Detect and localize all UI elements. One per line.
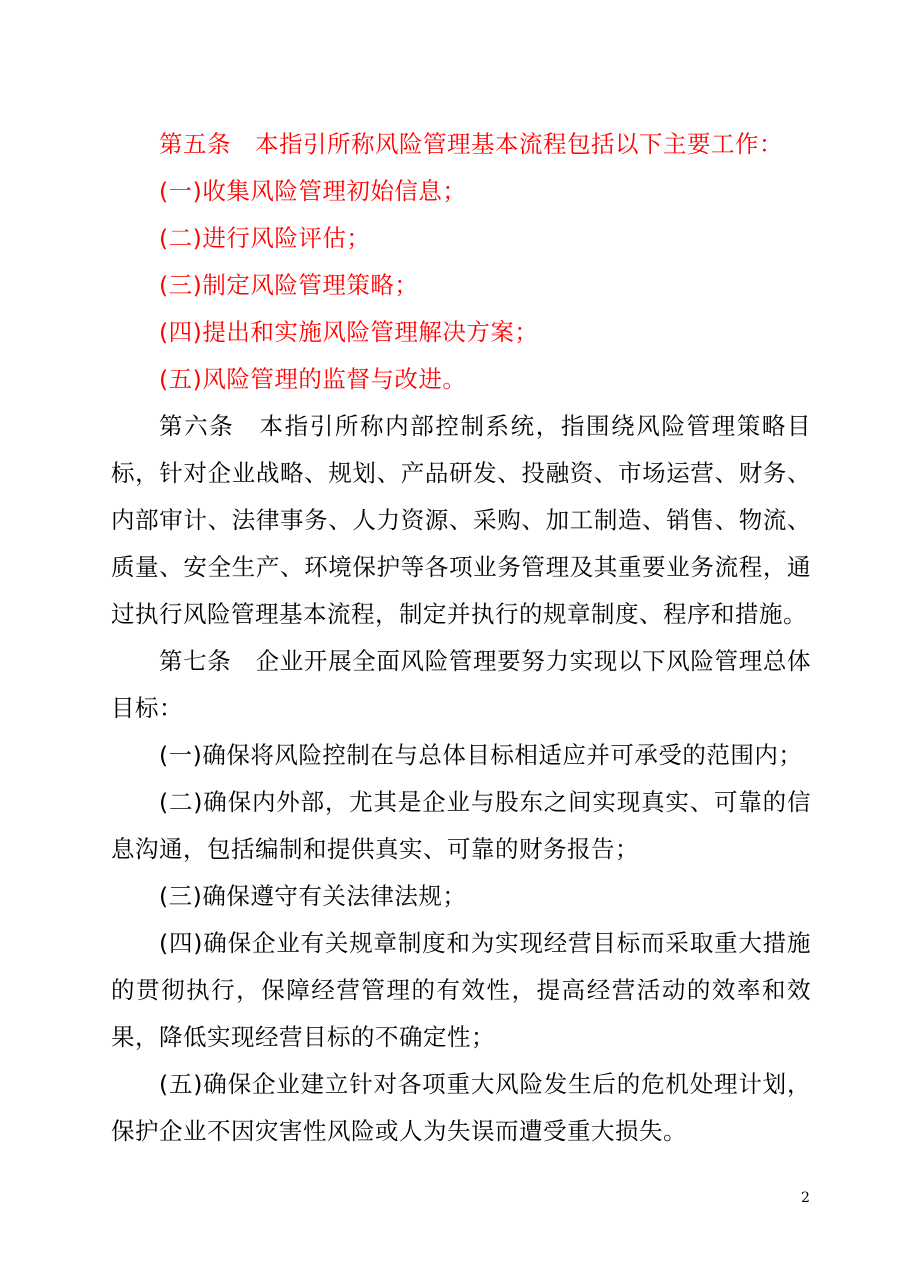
article-7-item-5: (五)确保企业建立针对各项重大风险发生后的危机处理计划，保护企业不因灾害性风险或人为失误而遭受重大损失。 — [111, 1070, 811, 1145]
article-5-item-3: (三)制定风险管理策略； — [159, 271, 419, 299]
page-number: 2 — [801, 1190, 810, 1206]
article-7-item-4: (四)确保企业有关规章制度和为实现经营目标而采取重大措施的贯彻执行，保障经营管理的有效性，提高经营活动的效率和效果，降低实现经营目标的不确定性； — [111, 929, 811, 1051]
article-5-item-4: (四)提出和实施风险管理解决方案； — [159, 318, 539, 346]
article-7-item-2: (二)确保内外部，尤其是企业与股东之间实现真实、可靠的信息沟通，包括编制和提供真实、可靠的财务报告； — [111, 788, 811, 863]
article-7-heading: 第七条 企业开展全面风险管理要努力实现以下风险管理总体目标： — [111, 647, 811, 722]
article-7-item-1: (一)确保将风险控制在与总体目标相适应并可承受的范围内； — [159, 741, 803, 769]
article-5-item-1: (一)收集风险管理初始信息； — [159, 177, 467, 205]
article-7-item-3: (三)确保遵守有关法律法规； — [159, 882, 467, 910]
article-6-paragraph: 第六条 本指引所称内部控制系统，指围绕风险管理策略目标，针对企业战略、规划、产品研发、投融资、市场运营、财务、内部审计、法律事务、人力资源、采购、加工制造、销售、物流、质量、安全生产、环境保护等各项业务管理及其重要业务流程，通过执行风险管理基本流程，制定并执行的规章制度、程序和措施。 — [111, 412, 811, 628]
article-5-item-5: (五)风险管理的监督与改进。 — [159, 365, 467, 393]
article-5-item-2: (二)进行风险评估； — [159, 224, 371, 252]
article-5-heading: 第五条 本指引所称风险管理基本流程包括以下主要工作： — [159, 130, 783, 158]
document-body — [111, 121, 811, 1155]
